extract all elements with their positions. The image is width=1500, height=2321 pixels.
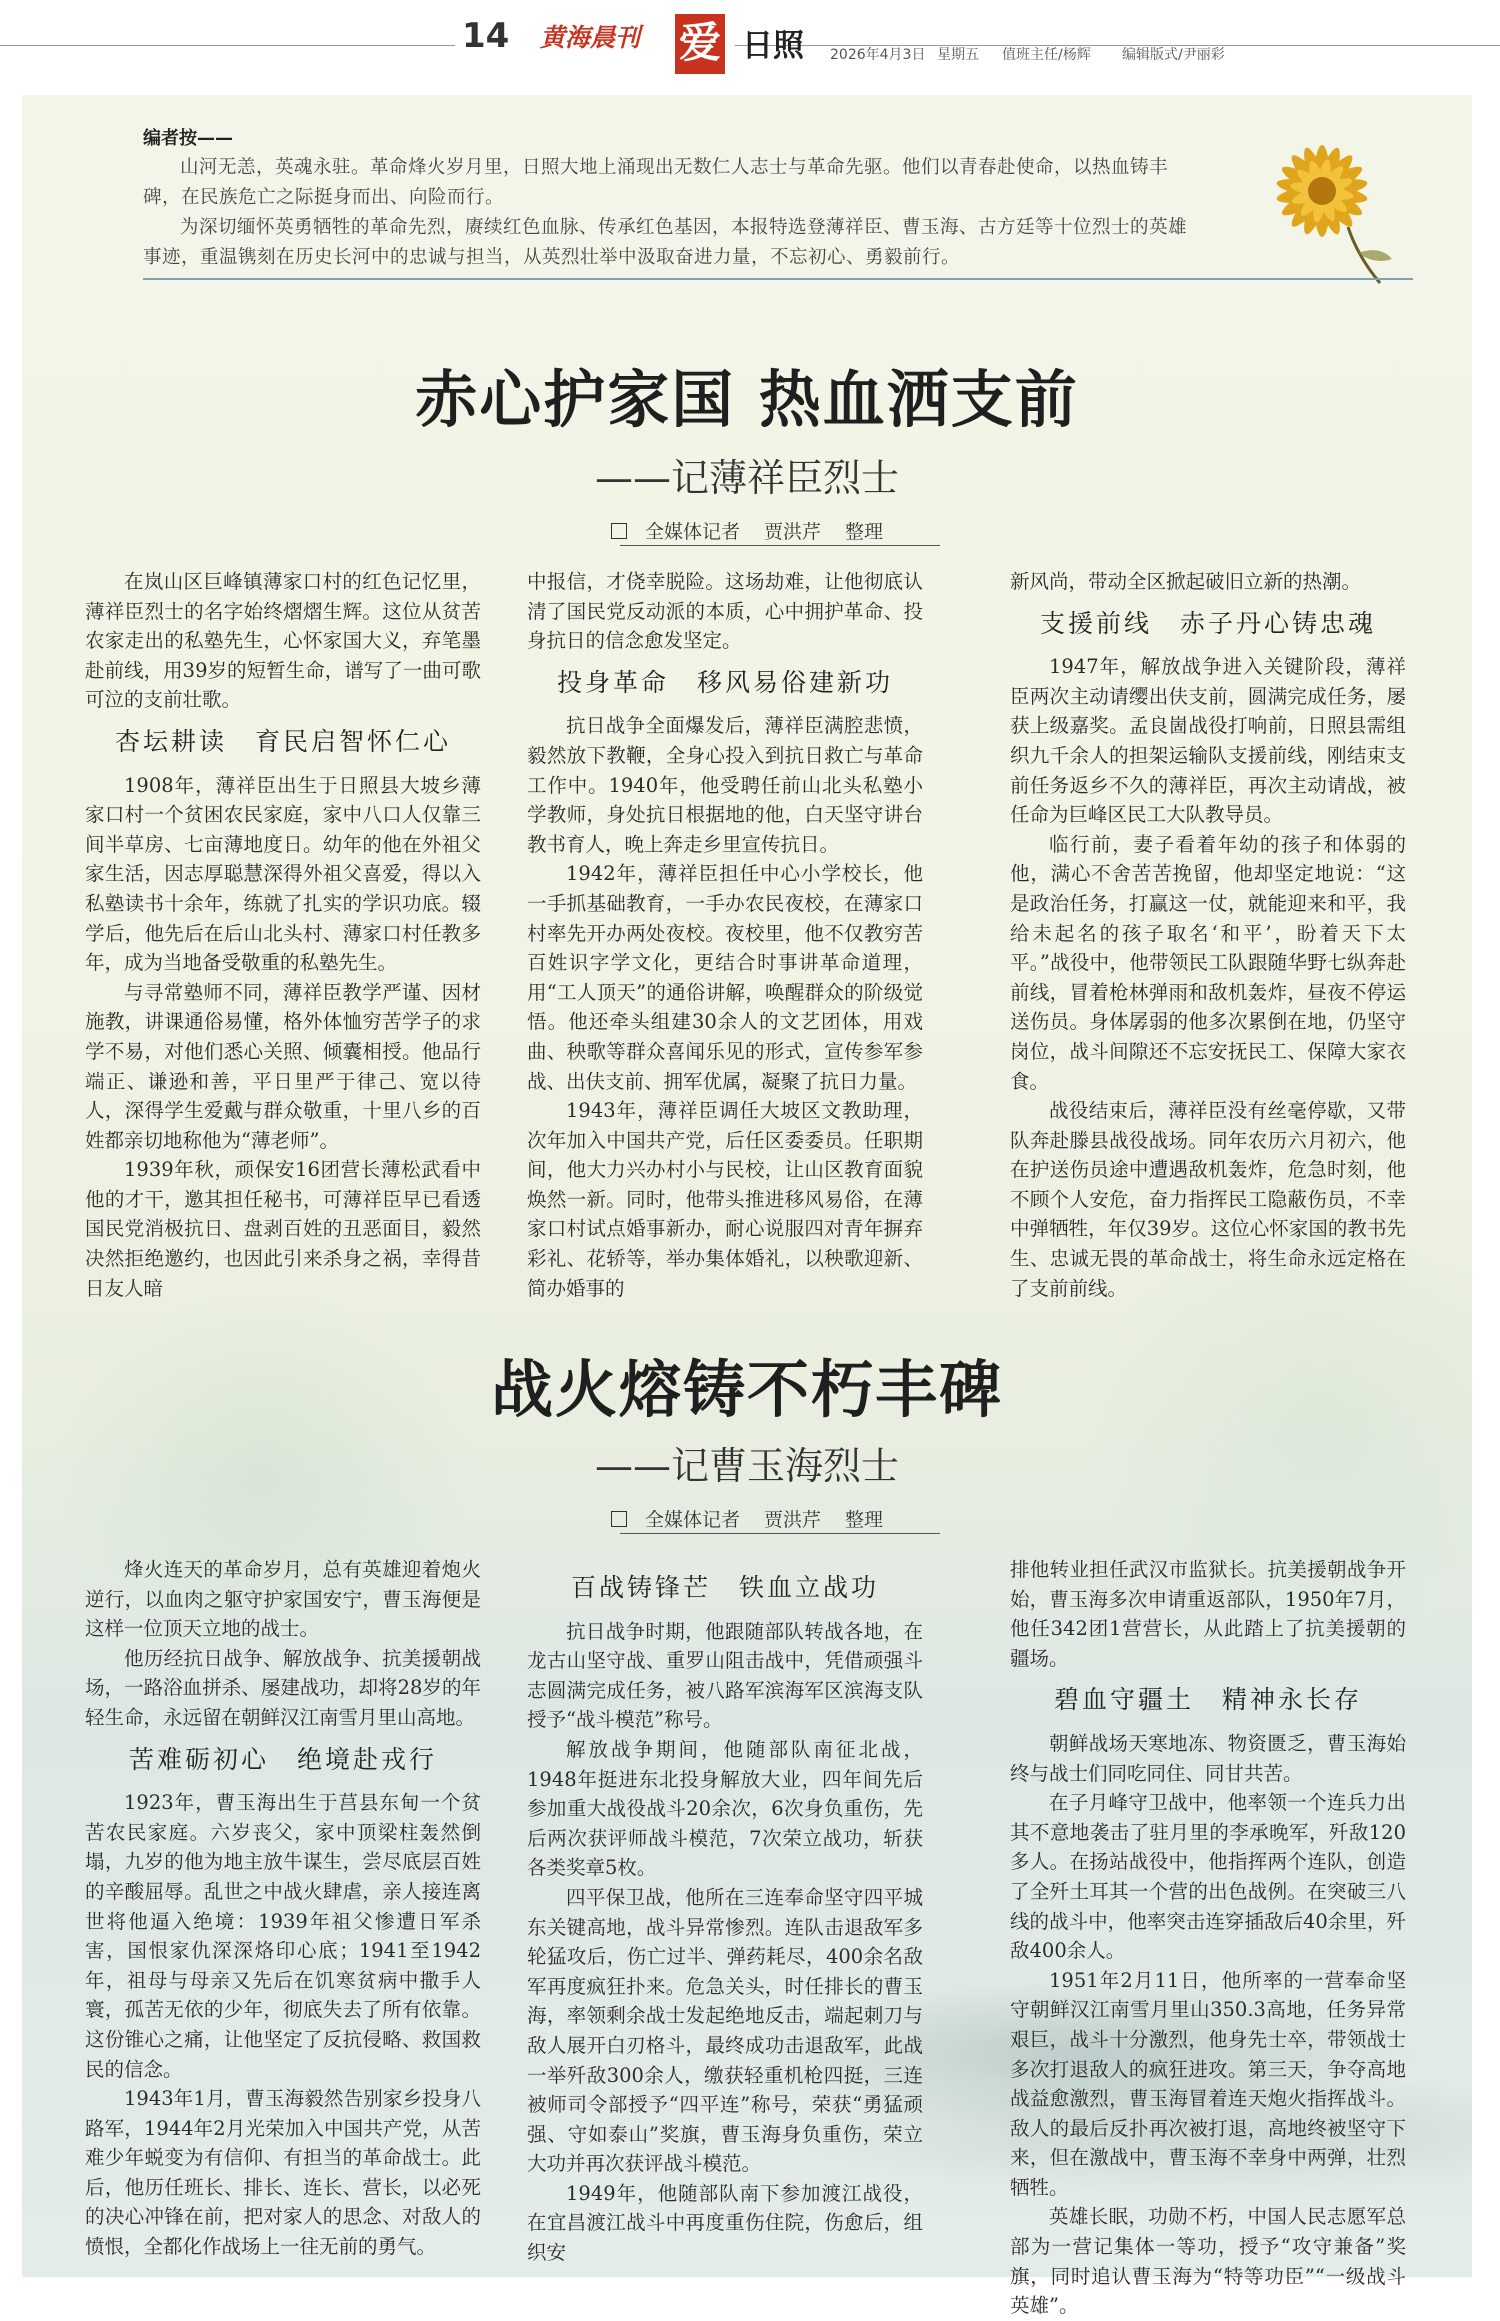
article-paragraph: 1939年秋，顽保安16团营长薄松武看中他的才干，邀其担任秘书，可薄祥臣早已看透国民党消极抗日、盘剥百姓的丑恶面目，毅然决然拒绝邀约，也因此引来杀身之祸，幸得昔日友人暗 [85, 1158, 481, 1300]
byline-square-icon [611, 523, 627, 539]
article1-byline [22, 517, 1472, 544]
article-paragraph: 1949年，他随部队南下参加渡江战役，在宜昌渡江战斗中再度重伤住院，伤愈后，组织安 [527, 2181, 923, 2265]
byline-name: 贾洪芹 [763, 1509, 821, 1531]
article2-column-3 [1010, 1555, 1406, 2321]
section-heading: 苦难砺初心 绝境赴戎行 [128, 1744, 437, 1774]
article-paragraph: 1923年，曹玉海出生于莒县东甸一个贫苦农民家庭。六岁丧父，家中顶梁柱轰然倒塌，九岁的他为地主放牛谋生，尝尽底层百姓的辛酸屈辱。乱世之中战火肆虐，亲人接连离世将他逼入绝境：1939年祖父惨遭日军杀害，国恨家仇深深烙印心底；1941至1942年，祖母与母亲又先后在饥寒贫病中撒手人寰，孤苦无依的少年，彻底失去了所有依靠。这份锥心之痛，让他坚定了反抗侵略、救国救民的信念。 [85, 1791, 481, 2081]
section-name: 日照 [742, 28, 804, 64]
article1-byline-rule [620, 545, 940, 546]
article-paragraph: 在子月峰守卫战中，他率领一个连兵力出其不意地袭击了驻月里的李承晚军，歼敌120多人。在扬站战役中，他指挥两个连队，创造了全歼土耳其一个营的出色战例。在突破三八线的战斗中，他率突击连穿插敌后40余里，歼敌400余人。 [1010, 1791, 1406, 1963]
byline-role: 全媒体记者 [644, 1509, 740, 1531]
section-heading: 碧血守疆土 精神永长存 [1053, 1685, 1362, 1715]
article-paragraph: 抗日战争时期，他跟随部队转战各地，在龙古山坚守战、重罗山阻击战中，凭借顽强斗志圆满完成任务，被八路军滨海军区滨海支队授予“战斗模范”称号。 [527, 1619, 923, 1732]
article-paragraph: 英雄长眠，功勋不朽，中国人民志愿军总部为一营记集体一等功，授予“攻守兼备”奖旗，同时追认曹玉海为“特等功臣”“一级战斗英雄”。 [1010, 2205, 1406, 2318]
byline-square-icon [611, 1511, 627, 1527]
article-paragraph: 朝鲜战场天寒地冻、物资匮乏，曹玉海始终与战士们同吃同住、同甘共苦。 [1010, 1731, 1406, 1785]
publication-name: 黄海晨刊 [540, 23, 641, 52]
article-paragraph: 解放战争期间，他随部队南征北战，1948年挺进东北投身解放大业，四年间先后参加重大战役战斗20余次，6次身负重伤，先后两次获评师战斗模范，7次荣立战功，斩获各类奖章5枚。 [527, 1737, 923, 1880]
chrysanthemum-icon [1230, 117, 1410, 287]
article-paragraph: 排他转业担任武汉市监狱长。抗美援朝战争开始，曹玉海多次申请重返部队，1950年7月，他任342团1营营长，从此踏上了抗美援朝的疆场。 [1010, 1558, 1406, 1670]
issue-date: 2026年4月3日 [830, 47, 926, 63]
article-paragraph: 1908年，薄祥臣出生于日照县大坡乡薄家口村一个贫困农民家庭，家中八口人仅靠三间半草房、七亩薄地度日。幼年的他在外祖父家生活，因志厚聪慧深得外祖父喜爱，得以入私塾读书十余年，练就了扎实的学识功底。辍学后，他先后在后山北头村、薄家口村任教多年，成为当地备受敬重的私塾先生。 [85, 773, 481, 975]
layout-editor: 编辑版式/尹丽彩 [1122, 47, 1225, 63]
article1-column-2 [527, 567, 923, 1303]
article-paragraph: 四平保卫战，他所在三连奉命坚守四平城东关键高地，战斗异常惨烈。连队击退敌军多轮猛攻后，伤亡过半、弹药耗尽，400余名敌军再度疯狂扑来。危急关头，时任排长的曹玉海，率领剩余战士发起绝地反击，端起刺刀与敌人展开白刃格斗，最终成功击退敌军，此战一举歼敌300余人，缴获轻重机枪四挺，三连被师司令部授予“四平连”称号，荣获“勇猛顽强、守如泰山”奖旗，曹玉海身负重伤，荣立大功并再次获评战斗模范。 [527, 1885, 923, 2176]
byline-action: 整理 [845, 1509, 884, 1531]
article2-byline [22, 1505, 1472, 1532]
masthead [0, 0, 1500, 90]
article-paragraph: 1943年1月，曹玉海毅然告别家乡投身八路军，1944年2月光荣加入中国共产党，从苦难少年蜕变为有信仰、有担当的革命战士。此后，他历任班长、排长、连长、营长，以必死的决心冲锋在前，把对家人的思念、对敌人的愤恨，全都化作战场上一往无前的勇气。 [85, 2087, 481, 2259]
editor-note-rule [143, 278, 1413, 280]
article-paragraph: 烽火连天的革命岁月，总有英雄迎着炮火逆行，以血肉之躯守护家国安宁，曹玉海便是这样一位顶天立地的战士。 [85, 1558, 481, 1641]
editor-note-paragraph: 为深切缅怀英勇牺牲的革命先烈，赓续红色血脉、传承红色基因，本报特选登薄祥臣、曹玉海、古方廷等十位烈士的英雄事迹，重温镌刻在历史长河中的忠诚与担当，从英烈壮举中汲取奋进力量，不忘初心、勇毅前行。 [143, 217, 1188, 268]
editor-note-body [143, 153, 1198, 273]
page-content [22, 95, 1472, 2318]
article-paragraph: 与寻常塾师不同，薄祥臣教学严谨、因材施教，讲课通俗易懂，格外体恤穷苦学子的求学不易，对他们悉心关照、倾囊相授。他品行端正、谦逊和善，平日里严于律己、宽以待人，深得学生爱戴与群众敬重，十里八乡的百姓都亲切地称他为“薄老师”。 [85, 980, 481, 1152]
article2-column-2 [527, 1567, 923, 2268]
article-paragraph: 抗日战争全面爆发后，薄祥臣满腔悲愤，毅然放下教鞭，全身心投入到抗日救亡与革命工作中。1940年，他受聘任前山北头私塾小学教师，身处抗日根据地的他，白天坚守讲台教书育人，晚上奔走乡里宣传抗日。 [527, 714, 923, 856]
article2-column-1 [85, 1555, 481, 2262]
section-heading: 支援前线 赤子丹心铸忠魂 [1039, 608, 1376, 638]
article2-subtitle: ——记曹玉海烈士 [594, 1444, 899, 1488]
article-paragraph: 临行前，妻子看着年幼的孩子和体弱的他，满心不舍苦苦挽留，他却坚定地说：“这是政治任务，打赢这一仗，就能迎来和平，我给未起名的孩子取名‘和平’，盼着天下太平。”战役中，他带领民工队跟随华野七纵奔赴前线，冒着枪林弹雨和敌机轰炸，昼夜不停运送伤员。身体孱弱的他多次累倒在地，仍坚守岗位，战斗间隙还不忘安抚民工、保障大家衣食。 [1010, 832, 1406, 1093]
editor-note-label: 编者按—— [143, 128, 233, 149]
article-paragraph: 中报信，才侥幸脱险。这场劫难，让他彻底认清了国民党反动派的本质，心中拥护革命、投身抗日的信念愈发坚定。 [527, 570, 923, 653]
article-paragraph: 在岚山区巨峰镇薄家口村的红色记忆里，薄祥臣烈士的名字始终熠熠生辉。这位从贫苦农家走出的私塾先生，心怀家国大义，弃笔墨赴前线，用39岁的短暂生命，谱写了一曲可歌可泣的支前壮歌。 [85, 570, 481, 712]
article1-column-1 [85, 567, 481, 1303]
article2-byline-rule [620, 1533, 940, 1534]
article-paragraph: 1951年2月11日，他所率的一营奉命坚守朝鲜汉江南雪月里山350.3高地，任务异常艰巨，战斗十分激烈，他身先士卒，带领战士多次打退敌人的疯狂进攻。第三天，争夺高地战益愈激烈，曹玉海冒着连天炮火指挥战斗。敌人的最后反扑再次被打退，高地终被坚守下来，但在激战中，曹玉海不幸身中两弹，壮烈牺牲。 [1010, 1968, 1406, 2199]
masthead-rule-left [0, 45, 455, 46]
byline-name: 贾洪芹 [763, 521, 821, 543]
section-heading: 投身革命 移风易俗建新功 [556, 667, 893, 697]
article2-title: 战火熔铸不朽丰碑 [490, 1353, 1003, 1426]
article-paragraph: 战役结束后，薄祥臣没有丝毫停歇，又带队奔赴滕县战役战场。同年农历六月初六，他在护送伤员途中遭遇敌机轰炸，危急时刻，他不顾个人安危，奋力指挥民工隐蔽伤员，不幸中弹牺牲，年仅39岁。这位心怀家国的教书先生、忠诚无畏的革命战士，将生命永远定格在了支前前线。 [1010, 1099, 1406, 1300]
issue-weekday: 星期五 [937, 47, 979, 63]
article-paragraph: 1943年，薄祥臣调任大坡区文教助理，次年加入中国共产党，后任区委委员。任职期间，他大力兴办村小与民校，让山区教育面貌焕然一新。同时，他带头推进移风易俗，在薄家口村试点婚事新办，耐心说服四对青年摒弃彩礼、花轿等，举办集体婚礼，以秧歌迎新、简办婚事的 [527, 1099, 923, 1300]
article-paragraph: 新风尚，带动全区掀起破旧立新的热潮。 [1010, 570, 1362, 593]
section-logo: 爱 [675, 14, 725, 74]
page-number: 14 [462, 16, 510, 56]
article1-column-3 [1010, 567, 1406, 1303]
article1-subtitle: ——记薄祥臣烈士 [594, 456, 899, 500]
article1-title: 赤心护家国 热血洒支前 [415, 363, 1079, 436]
section-heading: 百战铸锋芒 铁血立战功 [570, 1573, 879, 1602]
article-paragraph: 1947年，解放战争进入关键阶段，薄祥臣两次主动请缨出伕支前，圆满完成任务，屡获上级嘉奖。孟良崮战役打响前，日照县需组织九千余人的担架运输队支援前线，刚结束支前任务返乡不久的薄祥臣，再次主动请战，被任命为巨峰区民工大队教导员。 [1010, 655, 1406, 827]
article-paragraph: 1942年，薄祥臣担任中心小学校长，他一手抓基础教育，一手办农民夜校，在薄家口村率先开办两处夜校。夜校里，他不仅教穷苦百姓识字学文化，更结合时事讲革命道理，用“工人顶天”的通俗讲解，唤醒群众的阶级觉悟。他还牵头组建30余人的文艺团体，用戏曲、秧歌等群众喜闻乐见的形式，宣传参军参战、出伕支前、拥军优属，凝聚了抗日力量。 [527, 862, 923, 1093]
editor-note-paragraph: 山河无恙，英魂永驻。革命烽火岁月里，日照大地上涌现出无数仁人志士与革命先驱。他们以青春赴使命，以热血铸丰碑，在民族危亡之际挺身而出、向险而行。 [143, 157, 1169, 208]
section-heading: 杏坛耕读 育民启智怀仁心 [114, 726, 451, 756]
byline-action: 整理 [845, 521, 884, 543]
article-paragraph: 他历经抗日战争、解放战争、抗美援朝战场，一路浴血拼杀、屡建战功，却将28岁的年轻生命，永远留在朝鲜汉江南雪月里山高地。 [85, 1646, 481, 1729]
duty-editor: 值班主任/杨辉 [1002, 47, 1091, 63]
byline-role: 全媒体记者 [644, 521, 740, 543]
